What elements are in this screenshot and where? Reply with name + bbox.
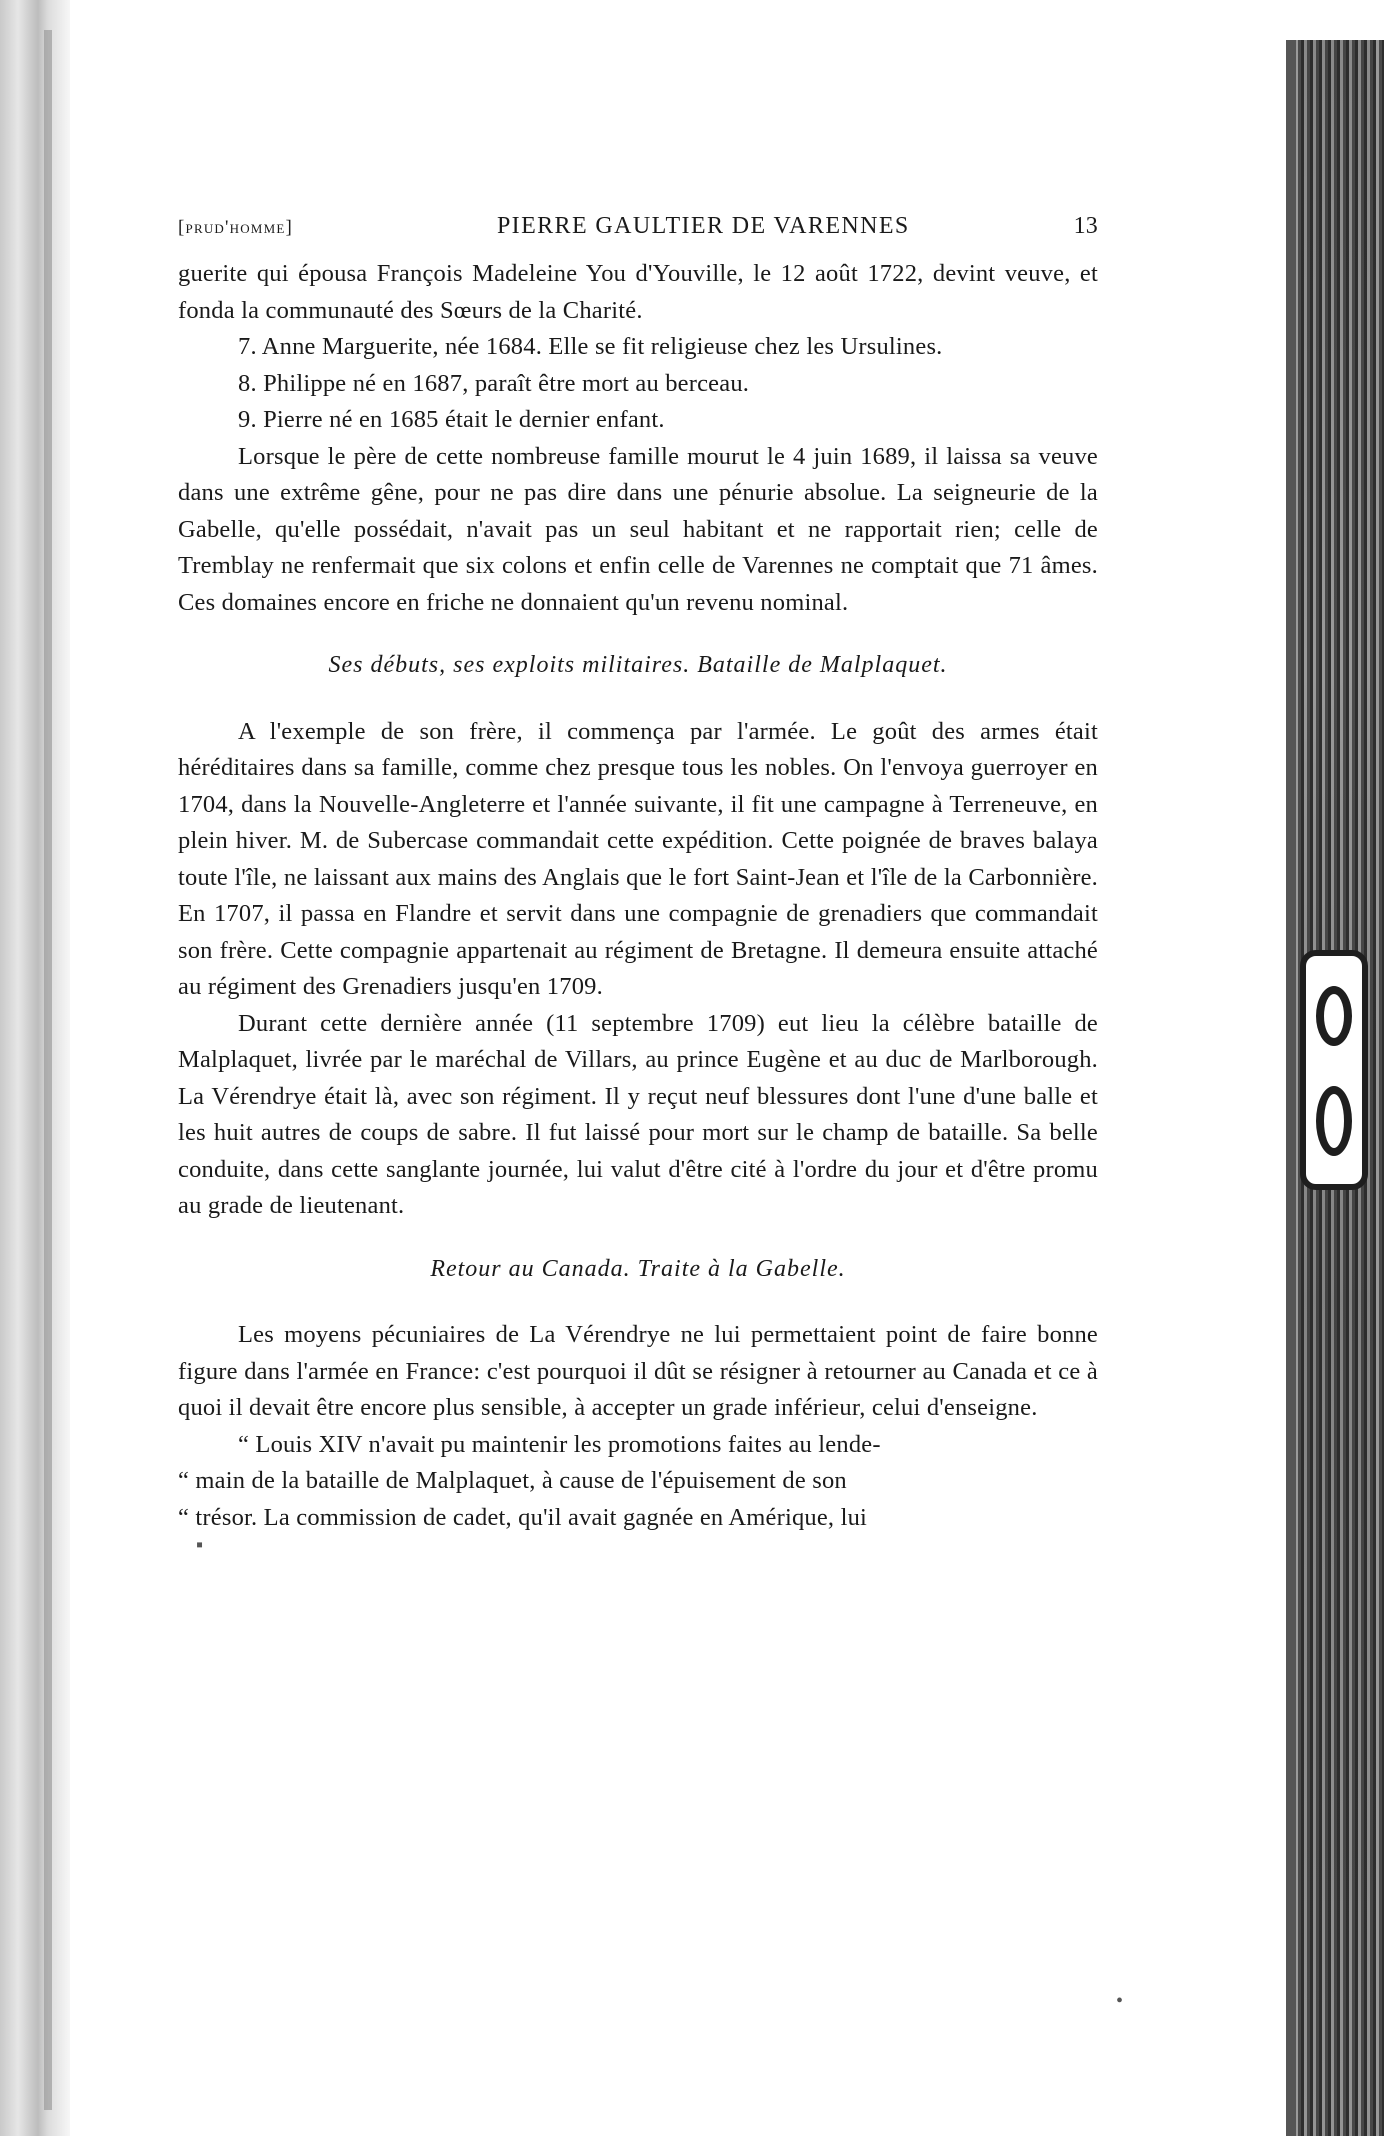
paragraph: Durant cette dernière année (11 septembre 1709) eut lieu la célèbre bataille de Malplaquet, livrée par le maréchal de Villars, au prince Eugène et au duc de Marlborough. La Vérendrye était là, avec son régiment. Il y reçut neuf blessures dont l'une d'une balle et les huit autres de coups de sabre. Il fut laissé pour mort sur le champ de bataille. Sa belle conduite, dans cette sanglante journée, lui valut d'être cité à l'ordre du jour et d'être promu au grade de lieutenant. xyxy=(178,1009,1098,1219)
paragraph: “ Louis XIV n'avait pu maintenir les promotions faites au lende- xyxy=(238,1430,881,1458)
speck-mark: ▪ xyxy=(196,1534,204,1556)
spine-label-mark xyxy=(1300,950,1368,1190)
paragraph: “ main de la bataille de Malplaquet, à cause de l'épuisement de son xyxy=(178,1467,847,1494)
running-title: PIERRE GAULTIER DE VARENNES xyxy=(496,213,910,239)
paragraph: 8. Philippe né en 1687, paraît être mort au berceau. xyxy=(238,369,750,397)
page-text xyxy=(178,208,1098,1536)
section-heading: Retour au Canada. Traite à la Gabelle. xyxy=(430,1255,846,1282)
paragraph: 9. Pierre né en 1685 était le dernier enfant. xyxy=(238,406,665,433)
section-heading: Ses débuts, ses exploits militaires. Bataille de Malplaquet. xyxy=(328,652,948,678)
running-label: [prud'homme] xyxy=(178,217,293,238)
page-number: 13 xyxy=(1073,213,1098,239)
paragraph: guerite qui épousa François Madeleine You d'Youville, le 12 août 1722, devint veuve, et fonda la communauté des Sœurs de la Charité. xyxy=(178,260,1098,324)
paragraph: 7. Anne Marguerite, née 1684. Elle se fit religieuse chez les Ursulines. xyxy=(238,333,943,360)
paragraph: A l'exemple de son frère, il commença par l'armée. Le goût des armes était héréditaires dans sa famille, comme chez presque tous les nobles. On l'envoya guerroyer en 1704, dans la Nouvelle-Angleterre et l'année suivante, il fit une campagne à Terreneuve, en plein hiver. M. de Subercase commandait cette expédition. Cette poignée de braves balaya toute l'île, ne laissant aux mains des Anglais que le fort Saint-Jean et l'île de la Carbonnière. En 1707, il passa en Flandre et servit dans une compagnie de grenadiers que commandait son frère. Cette compagnie appartenait au régiment de Bretagne. Il demeura ensuite attaché au régiment des Grenadiers jusqu'en 1709. xyxy=(178,717,1098,1000)
left-page-edge xyxy=(0,0,70,2136)
paragraph: Lorsque le père de cette nombreuse famille mourut le 4 juin 1689, il laissa sa veuve dans une extrême gêne, pour ne pas dire dans une pénurie absolue. La seigneurie de la Gabelle, qu'elle possédait, n'avait pas un seul habitant et ne rapportait rien; celle de Tremblay ne renfermait que six colons et enfin celle de Varennes ne comptait que 71 âmes. Ces domaines encore en friche ne donnaient qu'un revenu nominal. xyxy=(178,442,1098,616)
running-header xyxy=(178,208,1098,244)
paragraph: “ trésor. La commission de cadet, qu'il avait gagnée en Amérique, lui xyxy=(178,1503,868,1531)
speck-mark: • xyxy=(1116,1990,1124,2012)
paragraph: Les moyens pécuniaires de La Vérendrye ne lui permettaient point de faire bonne figure dans l'armée en France: c'est pourquoi il dût se résigner à retourner au Canada et ce à quoi il devait être encore plus sensible, à accepter un grade inférieur, celui d'enseigne. xyxy=(178,1321,1098,1421)
